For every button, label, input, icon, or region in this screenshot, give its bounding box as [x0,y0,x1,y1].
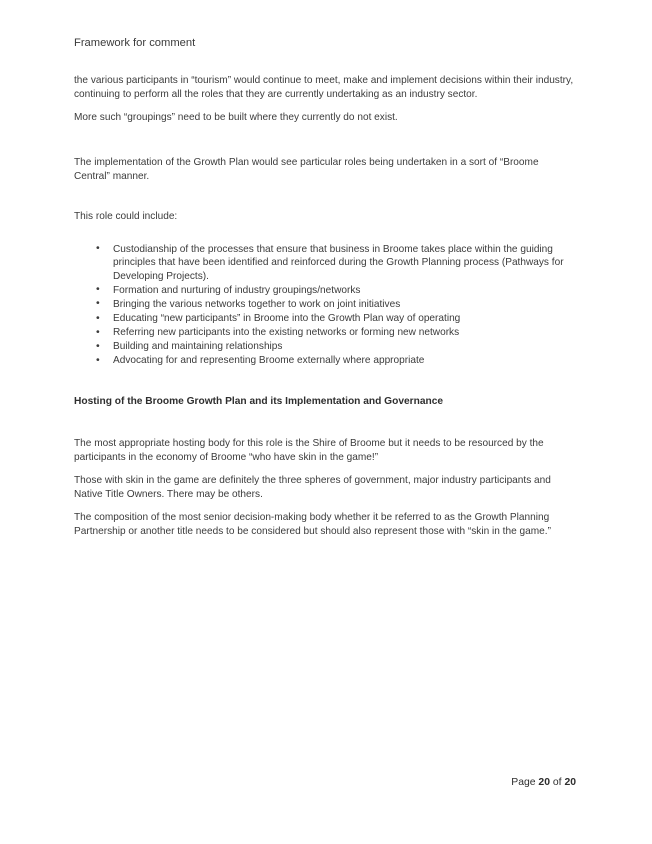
paragraph-skin-in-the-game: Those with skin in the game are definitely the three spheres of government, major industry participants and Native Title Owners. There may be others. [74,475,551,501]
document-body [74,74,576,548]
list-item: • Building and maintaining relationships [74,340,576,354]
footer-current-page: 20 [538,777,550,788]
paragraph-hosting-body: The most appropriate hosting body for this role is the Shire of Broome but it needs to be resourced by the participants in the economy of Broome “who have skin in the game!” [74,437,544,463]
footer-total-pages: 20 [564,777,576,788]
paragraph-senior-decision-body: The composition of the most senior decision-making body whether it be referred to as the Growth Planning Partnership or another title needs to be considered but should also represent those with “skin in the game.” [74,512,551,538]
paragraph-tourism-participants: the various participants in “tourism” would continue to meet, make and implement decisions within their industry, continuing to perform all the roles that they are currently undertaking as an industry sector. [74,75,574,101]
paragraph-more-groupings: More such “groupings” need to be built where they currently do not exist. [74,112,398,124]
list-spacer [74,234,576,243]
document-running-header: Framework for comment [74,37,196,49]
footer-page-label: Page [511,777,539,788]
paragraph-this-role-could-include: This role could include: [74,211,178,223]
section-spacer [74,410,576,437]
section-spacer [74,368,576,395]
list-item: • Educating “new participants” in Broome into the Growth Plan way of operating [74,312,576,326]
list-item: • Custodianship of the processes that ensure that business in Broome takes place within the guiding principles that have been identified and reinforced during the Growth Planning process (Pathways for Developing Projects). [74,243,576,284]
document-footer [74,776,576,790]
paragraph-growth-plan-implementation: The implementation of the Growth Plan would see particular roles being undertaken in a sort of “Broome Central” manner. [74,157,539,183]
list-item: • Referring new participants into the existing networks or forming new networks [74,326,576,340]
role-responsibilities-list [74,243,576,368]
section-heading-hosting-governance: Hosting of the Broome Growth Plan and its Implementation and Governance [74,396,444,408]
paragraph-spacer [74,193,576,210]
list-item: • Formation and nurturing of industry groupings/networks [74,284,576,298]
paragraph-spacer [74,134,576,156]
list-item: • Advocating for and representing Broome externally where appropriate [74,354,576,368]
list-item: • Bringing the various networks together to work on joint initiatives [74,298,576,312]
footer-of-label: of [549,777,565,788]
